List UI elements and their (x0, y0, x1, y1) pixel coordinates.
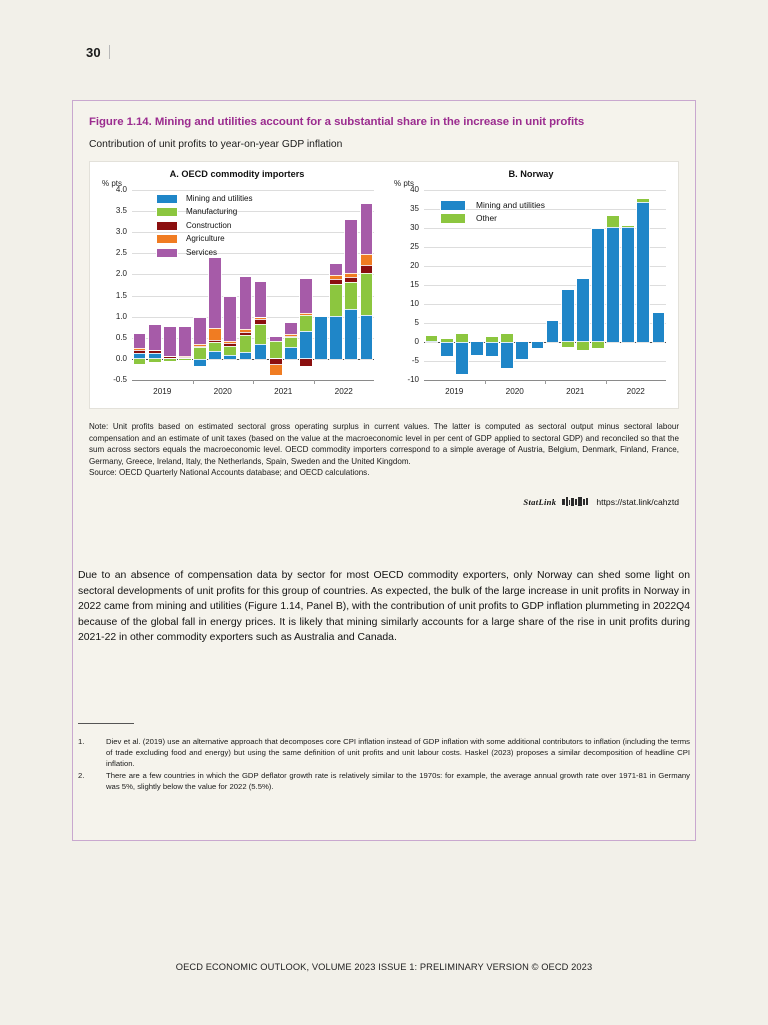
chart-legend-label: Agriculture (186, 234, 225, 244)
chart-y-tick-label: 1.0 (115, 311, 127, 321)
chart-x-tick-label: 2019 (153, 387, 172, 396)
chart-bar-segment (426, 341, 438, 342)
chart-bar-segment (562, 290, 574, 342)
chart-legend-swatch (156, 207, 178, 217)
chart-bar-segment (209, 342, 221, 351)
chart-y-tick-label: 4.0 (115, 185, 127, 194)
chart-y-axis-unit: % pts (394, 179, 415, 188)
chart-bar-segment (361, 254, 373, 265)
statlink-barcode-icon (562, 497, 588, 506)
chart-bar-segment (164, 359, 176, 361)
figure-source-text: Source: OECD Quarterly National Accounts database; and OECD calculations. (89, 468, 370, 478)
chart-bar-segment (345, 309, 357, 359)
chart-bar-segment (532, 342, 544, 348)
chart-bar-segment (285, 347, 297, 359)
chart-bar-segment (361, 265, 373, 273)
chart-bar-segment (164, 327, 176, 355)
chart-bar (426, 190, 438, 380)
chart-panel-a (90, 162, 384, 410)
chart-bar-segment (441, 342, 453, 356)
chart-bar-segment (315, 317, 327, 359)
chart-bar-segment (209, 328, 221, 340)
chart-legend-label: Services (186, 247, 218, 257)
chart-bar-segment (240, 329, 252, 332)
footnote-number: 1. (78, 737, 85, 746)
chart-legend-swatch (440, 200, 466, 211)
chart-y-tick-label: 3.5 (115, 206, 127, 216)
footnote-item (78, 736, 690, 769)
chart-bar-segment (471, 342, 483, 355)
chart-bar-segment (330, 279, 342, 284)
chart-x-tick-label: 2021 (566, 387, 585, 396)
chart-bar-segment (270, 365, 282, 374)
chart-bar (501, 190, 513, 380)
chart-bar-segment (361, 315, 373, 359)
chart-bar-segment (547, 321, 559, 342)
statlink-url[interactable]: https://stat.link/cahztd (596, 496, 679, 507)
chart-bar-segment (516, 342, 528, 359)
chart-y-tick-label: 10 (410, 299, 419, 308)
chart-x-tick-label: 2021 (274, 387, 293, 396)
chart-bar-segment (285, 336, 297, 337)
chart-bar-segment (441, 339, 453, 342)
chart-bar-segment (300, 279, 312, 314)
chart-legend-swatch (156, 194, 178, 204)
statlink-label: StatLink (523, 496, 557, 507)
chart-x-tick-label: 2022 (334, 387, 353, 396)
chart-legend-label: Mining and utilities (476, 200, 545, 210)
chart-x-separator (193, 380, 194, 384)
chart-bar (209, 190, 221, 380)
chart-x-tick-label: 2020 (213, 387, 232, 396)
chart-bar (164, 190, 176, 380)
chart-bar-segment (209, 258, 221, 328)
chart-legend-swatch (440, 213, 466, 224)
chart-bar-segment (149, 350, 161, 352)
chart-y-tick-label: 40 (410, 185, 419, 194)
chart-y-tick-label: 0.5 (115, 332, 127, 342)
chart-title: A. OECD commodity importers (169, 169, 305, 179)
chart-bar (592, 190, 604, 380)
statlink (89, 497, 679, 507)
chart-bar-segment (224, 341, 236, 344)
chart-bar-segment (300, 331, 312, 358)
page-number (86, 45, 101, 60)
chart-bar-segment (164, 356, 176, 358)
chart-bar-segment (240, 352, 252, 359)
chart-x-separator (253, 380, 254, 384)
chart-bar (255, 190, 267, 380)
chart-x-separator (485, 380, 486, 384)
chart-bar-segment (194, 318, 206, 344)
chart-bar-segment (456, 342, 468, 374)
figure-title: Figure 1.14. Mining and utilities account for a substantial share in the increase in unit profits (89, 116, 585, 128)
chart-bar-segment (209, 340, 221, 342)
chart-bar-segment (209, 351, 221, 359)
chart-bar-segment (255, 319, 267, 324)
chart-bar-segment (270, 337, 282, 341)
chart-y-tick-label: 30 (410, 223, 419, 232)
figure-charts (89, 161, 679, 409)
chart-bar (285, 190, 297, 380)
chart-bar-segment (224, 297, 236, 341)
chart-bar (345, 190, 357, 380)
chart-y-tick-label: -0.5 (113, 375, 127, 384)
chart-bar-segment (622, 226, 634, 227)
chart-bar-segment (300, 313, 312, 314)
chart-bar-segment (345, 273, 357, 277)
chart-bar-segment (300, 315, 312, 332)
chart-bar-segment (622, 227, 634, 342)
footnote-list (78, 736, 690, 793)
chart-bar-segment (224, 346, 236, 355)
chart-x-tick-label: 2019 (445, 387, 464, 396)
chart-bar-segment (255, 324, 267, 344)
chart-y-tick-label: 25 (410, 242, 419, 251)
chart-bar-segment (426, 336, 438, 341)
chart-bar-segment (255, 282, 267, 317)
chart-y-tick-label: 0.0 (115, 353, 127, 363)
chart-bar-segment (637, 199, 649, 202)
chart-bar-segment (501, 342, 513, 368)
chart-bar-segment (224, 355, 236, 359)
chart-legend-swatch (156, 221, 178, 231)
page-number-value: 30 (86, 45, 101, 60)
chart-y-tick-label: 3.0 (115, 227, 127, 237)
chart-legend-label: Mining and utilities (186, 194, 253, 203)
chart-bar (330, 190, 342, 380)
footnote-item (78, 770, 690, 792)
chart-bar (547, 190, 559, 380)
chart-y-tick-label: 2.5 (115, 248, 127, 258)
chart-bar-segment (285, 323, 297, 334)
chart-y-axis-unit: % pts (102, 179, 123, 188)
chart-bar-segment (501, 334, 513, 342)
chart-legend-swatch (156, 234, 178, 244)
figure-box (72, 100, 696, 841)
chart-x-separator (606, 380, 607, 384)
chart-bar-segment (456, 334, 468, 342)
chart-legend-swatch (156, 248, 178, 258)
footnote-rule (78, 723, 134, 724)
chart-bar-segment (592, 342, 604, 348)
chart-bar (315, 190, 327, 380)
chart-bar-segment (607, 216, 619, 227)
chart-bar-segment (330, 284, 342, 316)
chart-bar-segment (592, 229, 604, 342)
chart-bar-segment (577, 279, 589, 342)
chart-bar (300, 190, 312, 380)
footnote-number: 2. (78, 771, 85, 781)
figure-subtitle: Contribution of unit profits to year-on-year GDP inflation (89, 139, 343, 150)
chart-bar-segment (607, 227, 619, 342)
chart-bar-segment (194, 359, 206, 367)
chart-bar-segment (330, 316, 342, 359)
chart-y-tick-label: -5 (411, 356, 419, 365)
chart-bar-segment (255, 318, 267, 320)
chart-bar-segment (179, 327, 191, 356)
chart-bar-segment (486, 337, 498, 342)
chart-bar-segment (255, 344, 267, 359)
chart-bar-segment (330, 264, 342, 275)
chart-bar (516, 190, 528, 380)
chart-y-tick-label: 2.0 (115, 269, 127, 279)
chart-bar (179, 190, 191, 380)
chart-bar (240, 190, 252, 380)
chart-bar-segment (134, 334, 146, 349)
chart-bar-segment (134, 348, 146, 350)
chart-bar-segment (285, 334, 297, 336)
chart-bar-segment (330, 275, 342, 278)
chart-bar-segment (270, 341, 282, 358)
chart-bar-segment (577, 342, 589, 350)
chart-bar (562, 190, 574, 380)
chart-bar (361, 190, 373, 380)
chart-x-separator (545, 380, 546, 384)
chart-panel-b (384, 162, 678, 410)
chart-bar-segment (149, 359, 161, 362)
chart-bar-segment (240, 332, 252, 335)
chart-bar-segment (194, 346, 206, 347)
chart-plot-area (132, 190, 374, 380)
page-footer: OECD ECONOMIC OUTLOOK, VOLUME 2023 ISSUE 1: PRELIMINARY VERSION © OECD 2023 (175, 962, 593, 972)
chart-legend-label: Manufacturing (186, 207, 238, 217)
chart-bar (577, 190, 589, 380)
chart-x-tick-label: 2022 (626, 387, 645, 396)
chart-title: B. Norway (508, 169, 554, 179)
chart-bar-segment (149, 325, 161, 350)
chart-bar-segment (361, 273, 373, 315)
chart-bar (607, 190, 619, 380)
page-number-divider (109, 45, 110, 59)
chart-y-tick-label: -10 (407, 375, 419, 384)
chart-bar-segment (149, 350, 161, 351)
chart-legend-label: Construction (186, 220, 232, 230)
chart-legend-label: Other (476, 213, 497, 224)
chart-bar-segment (361, 204, 373, 253)
chart-bar-segment (637, 202, 649, 342)
footnote-text: There are a few countries in which the GDP deflator growth rate is relatively similar to the 1970s: for example, the average annual growth rate over 1971-81 in Germany was 5%, slightly below the value for 2022 (5.5%). (106, 771, 690, 792)
chart-bar-segment (300, 359, 312, 366)
chart-y-tick-label: 1.5 (115, 290, 127, 300)
figure-note-text: Note: Unit profits based on estimated sectoral gross operating surplus in current values. The latter is computed as sectoral output minus sectoral labour compensation and an estimate of unit taxes (based on the value at the macroeconomic level in per cent of GDP applied to sectoral GDP) and reconciled so that the sum across sectors equals the macroeconomic level. OECD commodity importers correspond to a simple average of Austria, Belgium, Denmark, Finland, France, Germany, Greece, Ireland, Italy, the Netherlands, Spain, Sweden and the United Kingdom. (89, 422, 679, 466)
chart-bar-segment (240, 277, 252, 329)
chart-bar-segment (345, 277, 357, 283)
chart-bar-segment (194, 347, 206, 358)
chart-bar-segment (179, 359, 191, 360)
body-paragraph: Due to an absence of compensation data by sector for most OECD commodity exporters, only Norway can shed some light on sectoral developments of unit profits for this group of countries. As expected, the bulk of the large increase in unit profits in Norway in 2022 came from mining and utilities (Figure 1.14, Panel B), with the contribution of unit profits to GDP inflation plummeting in 2022Q4 because of the global fall in energy prices. It is likely that mining similarly accounts for a large share of the rise in unit profits during 2021-22 in other commodity exporters such as Australia and Canada. (78, 570, 690, 644)
chart-bar (622, 190, 634, 380)
figure-note (89, 421, 679, 479)
chart-bar-segment (345, 282, 357, 309)
chart-bar-segment (285, 337, 297, 348)
chart-y-tick-label: 20 (410, 261, 419, 270)
chart-bar (270, 190, 282, 380)
chart-bar (224, 190, 236, 380)
footnote-text: Diev et al. (2019) use an alternative approach that decomposes core CPI inflation instead of GDP inflation with some additional contributors to inflation (including the terms of trade excluding food and energy) but using the same definition of unit profits and unit labour costs. Haskel (2023) proposes a similar decomposition of headline CPI inflation. (106, 737, 690, 769)
chart-bar-segment (240, 335, 252, 352)
chart-bar-segment (224, 343, 236, 346)
chart-y-tick-label: 15 (410, 280, 419, 289)
chart-x-separator (314, 380, 315, 384)
chart-bar-segment (486, 342, 498, 356)
chart-y-tick-label: 0 (414, 337, 419, 346)
chart-bar (134, 190, 146, 380)
chart-bar-segment (562, 342, 574, 347)
chart-bar-segment (134, 350, 146, 353)
chart-bar (637, 190, 649, 380)
chart-y-tick-label: 5 (414, 318, 419, 327)
chart-x-tick-label: 2020 (505, 387, 524, 396)
chart-bar (194, 190, 206, 380)
chart-bar-segment (179, 357, 191, 358)
chart-bar (653, 190, 665, 380)
chart-bar-segment (194, 344, 206, 347)
chart-bar-segment (134, 359, 146, 364)
chart-bar-segment (345, 220, 357, 273)
chart-bar (532, 190, 544, 380)
chart-bar-segment (653, 313, 665, 342)
chart-y-tick-label: 35 (410, 204, 419, 213)
chart-bar (149, 190, 161, 380)
